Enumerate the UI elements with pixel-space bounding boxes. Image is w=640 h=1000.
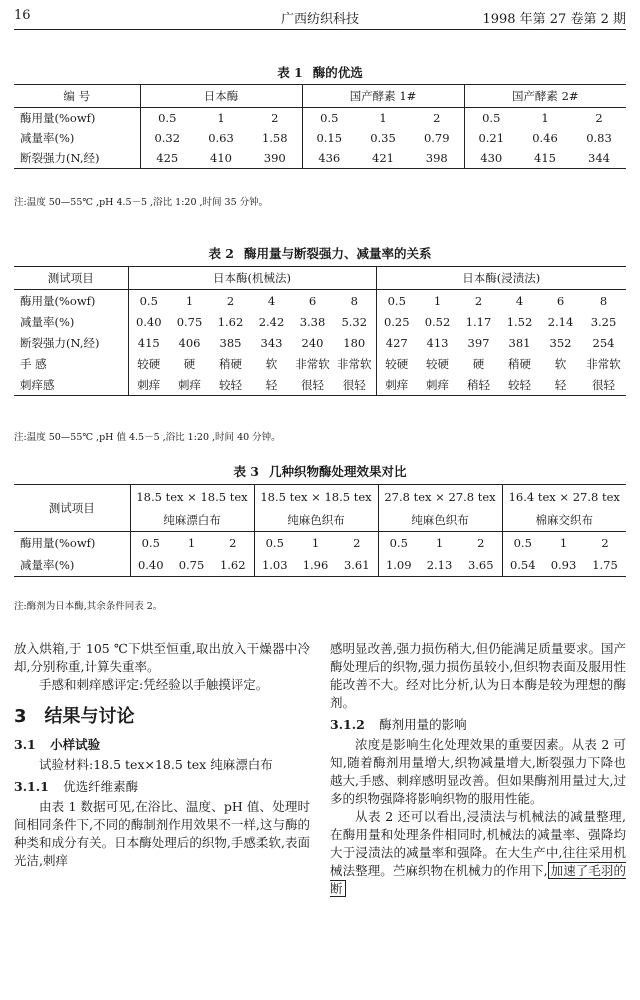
table-cell: 1.96 [295, 554, 336, 577]
table-cell: 较硬 [137, 356, 161, 371]
table-cell: 2.42 [258, 314, 285, 329]
table-cell: 180 [333, 332, 376, 353]
paragraph: 浓度是影响生化处理效果的重要因素。从表 2 可知,随着酶剂用量增大,织物减量增大,断裂强力下降也越大,手感、刺痒感明显改善。但如果酶剂用量过大,过多的织物强降将影响织物的服用性能。 [330, 737, 626, 806]
table-cell: 0.46 [532, 131, 558, 145]
table-cell: 397 [467, 335, 490, 350]
subsubsection-heading [330, 716, 626, 734]
table-cell: 0.5 [320, 111, 339, 125]
table3-label: 表 3 [233, 464, 260, 479]
table-cell: 3.38 [299, 314, 326, 329]
table-cell: 343 [260, 335, 283, 350]
table-cell: 2 [336, 532, 378, 555]
table1-caption [0, 63, 640, 81]
table-cell: 8 [333, 290, 376, 312]
table-cell: 1.62 [212, 554, 254, 577]
table3-group-spec: 18.5 tex × 18.5 tex [254, 485, 378, 509]
table3-group-name: 纯麻漂白布 [130, 508, 254, 532]
table-cell: 较轻 [499, 374, 540, 396]
table-cell: 0.32 [154, 131, 181, 145]
table-cell: 很轻 [292, 374, 333, 396]
table-cell: 413 [426, 335, 449, 350]
table-cell: 2 [226, 293, 235, 308]
table1-group: 国产酵素 2# [464, 85, 626, 108]
table-row [14, 374, 626, 396]
table-row [14, 108, 626, 129]
table-cell: 硬 [183, 356, 196, 371]
table-cell: 0.5 [389, 536, 408, 550]
table-cell: 很轻 [581, 374, 626, 396]
table-cell: 0.5 [482, 111, 501, 125]
table1-header-row [14, 85, 626, 108]
table2-col-header: 测试项目 [14, 267, 128, 290]
table-cell: 390 [248, 148, 302, 169]
issue-info: 1998 年第 27 卷第 2 期 [482, 12, 626, 27]
paragraph: 放入烘箱,于 105 ℃下烘至恒重,取出放入干燥器中冷却,分别称重,计算失重率。 [14, 641, 310, 674]
table-cell: 0.35 [370, 131, 396, 145]
table-cell: 0.25 [383, 314, 410, 329]
table3-header-row [14, 485, 626, 509]
left-column [14, 640, 310, 870]
table-cell: 2 [601, 536, 609, 550]
table-cell: 稍硬 [508, 356, 531, 371]
table1 [14, 84, 626, 169]
table-cell: 1 [541, 111, 549, 125]
table-cell: 较轻 [210, 374, 251, 396]
subsubsection-number: 3.1.1 [14, 779, 49, 794]
table1-col-header: 编 号 [14, 85, 140, 108]
subsection-number: 3.1 [14, 737, 36, 752]
table2-label: 表 2 [208, 246, 235, 261]
row-label: 酶用量(%owf) [14, 108, 140, 129]
section-heading: 3 结果与讨论 [14, 706, 135, 727]
table-cell: 0.5 [139, 293, 158, 308]
table-cell: 3.65 [460, 554, 502, 577]
table-cell: 2 [595, 111, 603, 125]
table-cell: 0.5 [387, 293, 406, 308]
row-label: 减量率(%) [14, 554, 130, 577]
paragraph: 由表 1 数据可见,在浴比、温度、pH 值、处理时间相同条件下,不同的酶制剂作用效果不一样,这与酶的种类和成分有关。日本酶处理后的织物,手感柔软,表面光洁,刺痒 [14, 799, 310, 868]
table-cell: 4 [267, 293, 276, 308]
table2-group: 日本酶(机械法) [128, 267, 376, 290]
table-cell: 0.5 [141, 536, 160, 550]
table3-caption [0, 462, 640, 480]
table-cell: 8 [599, 293, 608, 308]
highlighted-text: 加速了毛羽的断 [330, 863, 626, 896]
table2-caption [0, 244, 640, 262]
row-label: 减量率(%) [14, 128, 140, 148]
table-cell: 2 [410, 108, 464, 129]
table-cell: 1.52 [506, 314, 533, 329]
table-cell: 刺痒 [169, 374, 210, 396]
table-cell: 6 [308, 293, 317, 308]
table1-group: 日本酶 [140, 85, 302, 108]
table-cell: 1.17 [465, 314, 492, 329]
table-row [14, 290, 626, 312]
table-cell: 2.14 [547, 314, 574, 329]
table3-title: 几种织物酶处理效果对比 [269, 464, 407, 479]
right-column [330, 640, 626, 898]
table-cell: 轻 [251, 374, 292, 396]
table-cell: 3.61 [336, 554, 378, 577]
subsubsection-title: 优选纤维素酶 [63, 779, 139, 794]
table-cell: 415 [518, 148, 572, 169]
table-cell: 轻 [540, 374, 581, 396]
table-cell: 刺痒 [128, 374, 169, 396]
table-cell: 1 [311, 536, 320, 550]
table-cell: 非常软 [586, 356, 621, 371]
table-cell: 非常软 [295, 356, 330, 371]
subsubsection-title: 酶剂用量的影响 [379, 717, 467, 732]
table-cell: 0.5 [513, 536, 532, 550]
table-cell: 刺痒 [376, 374, 417, 396]
running-header [14, 8, 626, 30]
table2-header-row [14, 267, 626, 290]
subsubsection-number: 3.1.2 [330, 717, 365, 732]
table-cell: 1 [435, 536, 444, 550]
paragraph-text: 从表 2 还可以看出,浸渍法与机械法的减量整理,在酶用量和处理条件相同时,机械法的减量率、强降均大于浸渍法的减量率和强降。在大生产中,往往采用机械法整理。苎麻织物在机械力的作用下, [330, 809, 626, 878]
table-cell: 很轻 [333, 374, 376, 396]
table-cell: 软 [265, 356, 278, 371]
row-label: 酶用量(%owf) [14, 290, 128, 312]
table-cell: 0.5 [158, 111, 177, 125]
table-row [14, 332, 626, 353]
page-number: 16 [14, 8, 31, 23]
table-cell: 1 [217, 111, 225, 125]
table3-group-name: 纯麻色织布 [378, 508, 502, 532]
table-cell: 421 [356, 148, 410, 169]
table-cell: 稍硬 [219, 356, 242, 371]
paragraph: 试验材料:18.5 tex×18.5 tex 纯麻漂白布 [39, 757, 273, 772]
table-cell: 425 [140, 148, 194, 169]
table-cell: 4 [515, 293, 524, 308]
table-cell: 非常软 [333, 353, 376, 374]
table-cell: 2 [248, 108, 302, 129]
table-cell: 385 [219, 335, 242, 350]
table2 [14, 266, 626, 396]
table3-note: 注:酶剂为日本酶,其余条件同表 2。 [14, 601, 163, 612]
table-cell: 430 [464, 148, 518, 169]
table-cell: 1.09 [378, 554, 419, 577]
table-cell: 2.13 [419, 554, 460, 577]
table-row [14, 532, 626, 555]
table3-col-header: 测试项目 [14, 485, 130, 532]
table-row [14, 128, 626, 148]
table-cell: 436 [302, 148, 356, 169]
table2-group: 日本酶(浸渍法) [376, 267, 626, 290]
table-cell: 0.21 [478, 131, 505, 145]
subsection-title: 小样试验 [50, 737, 101, 752]
table-cell: 1 [379, 111, 387, 125]
table-cell: 1.03 [254, 554, 295, 577]
table-cell: 415 [137, 335, 160, 350]
table-cell: 427 [385, 335, 408, 350]
row-label: 减量率(%) [14, 311, 128, 332]
table-cell: 6 [556, 293, 565, 308]
table-cell: 410 [194, 148, 248, 169]
table-cell: 0.52 [424, 314, 451, 329]
paragraph [330, 808, 626, 898]
table-cell: 352 [549, 335, 572, 350]
table1-title: 酶的优选 [312, 65, 363, 80]
table3-group-name: 棉麻交织布 [502, 508, 626, 532]
table-cell: 381 [508, 335, 531, 350]
table-cell: 5.32 [333, 311, 376, 332]
table-cell: 344 [572, 148, 626, 169]
row-label: 酶用量(%owf) [14, 532, 130, 555]
table-cell: 240 [301, 335, 324, 350]
table-cell: 0.93 [543, 554, 584, 577]
table-cell: 1 [185, 293, 194, 308]
table-cell: 0.40 [130, 554, 171, 577]
table-cell: 硬 [472, 356, 485, 371]
table-cell: 2 [474, 293, 483, 308]
table3 [14, 484, 626, 577]
table1-label: 表 1 [277, 65, 303, 80]
table3-group-name: 纯麻色织布 [254, 508, 378, 532]
row-label: 刺痒感 [14, 374, 128, 396]
table-cell: 0.15 [316, 131, 343, 145]
journal-name: 广西纺织科技 [280, 12, 359, 27]
table-row [14, 148, 626, 169]
table-cell: 1.62 [217, 314, 244, 329]
table-cell: 3.25 [590, 314, 617, 329]
table-cell: 0.5 [265, 536, 284, 550]
table-cell: 较硬 [426, 356, 449, 371]
row-label: 断裂强力(N,经) [14, 332, 128, 353]
header-rule [14, 29, 626, 30]
row-label: 手 感 [14, 353, 128, 374]
paragraph: 感明显改善,强力损伤稍大,但仍能满足质量要求。国产酶处理后的织物,强力损伤虽较小,但织物表面及服用性能改善不大。经对比分析,认为日本酶是较为理想的酶剂。 [330, 641, 626, 710]
paragraph: 手感和刺痒感评定:凭经验以手触摸评定。 [39, 677, 269, 692]
table-cell: 0.54 [502, 554, 543, 577]
table-cell: 1 [433, 293, 442, 308]
table-row [14, 311, 626, 332]
table-cell: 软 [554, 356, 567, 371]
table-row [14, 554, 626, 577]
table-cell: 0.63 [208, 131, 234, 145]
table-cell: 0.75 [171, 554, 212, 577]
table-cell: 398 [410, 148, 464, 169]
table1-group: 国产酵素 1# [302, 85, 464, 108]
table-cell: 2 [212, 532, 254, 555]
table-row [14, 353, 626, 374]
subsubsection-heading [14, 778, 310, 796]
table-cell: 1.75 [584, 554, 626, 577]
table-cell: 0.79 [410, 128, 464, 148]
table-cell: 刺痒 [417, 374, 458, 396]
table2-title: 酶用量与断裂强力、减量率的关系 [244, 246, 432, 261]
table-cell: 1 [559, 536, 568, 550]
table3-group-spec: 16.4 tex × 27.8 tex [502, 485, 626, 509]
table-cell: 1.58 [248, 128, 302, 148]
table3-group-spec: 27.8 tex × 27.8 tex [378, 485, 502, 509]
table-cell: 254 [592, 335, 615, 350]
table-cell: 较硬 [385, 356, 409, 371]
subsection-heading [14, 736, 310, 754]
table-cell: 稍轻 [458, 374, 499, 396]
table1-note: 注:温度 50—55℃ ,pH 4.5－5 ,浴比 1:20 ,时间 35 分钟。 [14, 197, 269, 208]
table-cell: 2 [460, 532, 502, 555]
table-cell: 406 [178, 335, 201, 350]
table-cell: 0.83 [586, 131, 612, 145]
table3-group-spec: 18.5 tex × 18.5 tex [130, 485, 254, 509]
table-cell: 0.40 [135, 314, 162, 329]
row-label: 断裂强力(N,经) [14, 148, 140, 169]
table-cell: 1 [187, 536, 196, 550]
table2-note: 注:温度 50—55℃ ,pH 值 4.5－5 ,浴比 1:20 ,时间 40 分钟。 [14, 432, 281, 443]
table-cell: 0.75 [176, 314, 203, 329]
